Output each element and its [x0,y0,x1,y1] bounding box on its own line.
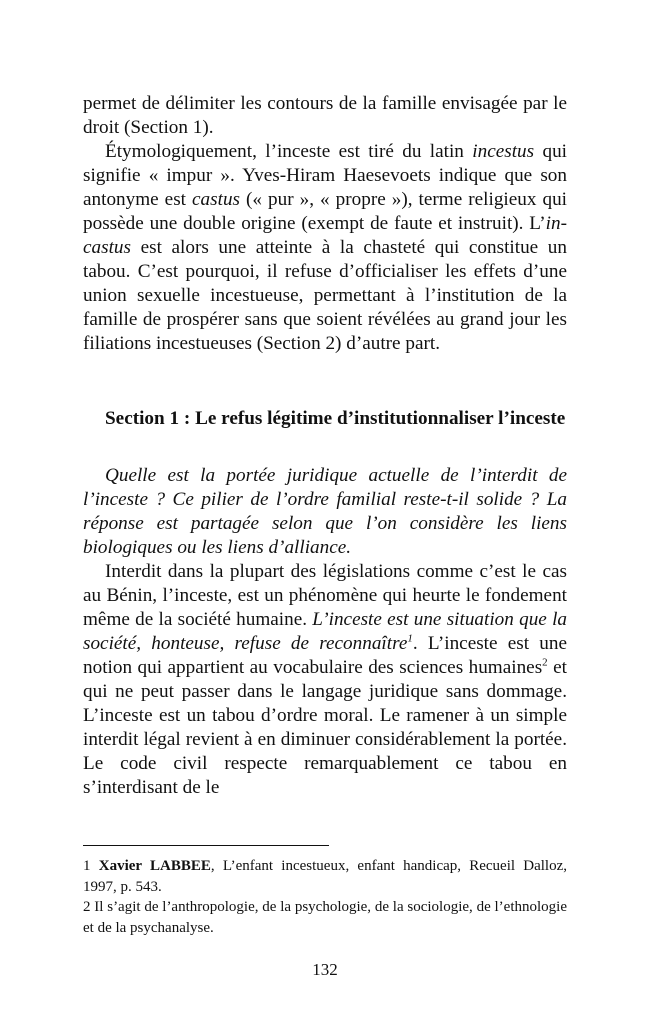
footnote-text: , L’enfant incestueux, enfant handicap, Recueil Dalloz, 1997, p. 543. [83,858,568,895]
page-body [83,92,567,800]
paragraph-2-text: (« pur », « propre »), terme religieux qui possède une double origine (exempt de faute et instruit). L’ [83,189,567,234]
footnote-author: Xavier LABBEE [98,858,211,874]
paragraph-3-text: Interdit dans la plupart des législations comme c’est le cas au Bénin, l’inceste, est un phénomène qui heurte le fondement même de la société humaine. [83,561,567,630]
latin-term-castus: castus [192,189,240,210]
section-intro [83,464,567,560]
section-intro-text: Quelle est la portée juridique actuelle de l’interdit de l’inceste ? Ce pilier de l’ordre familial reste-t-il solide ? La réponse est partagée selon que l’on considère les liens biologiques ou les liens d’alliance. [83,465,567,558]
paragraph-2 [83,140,567,356]
quote-text: L’inceste est une situation que la société, honteuse, refuse de reconnaître [83,609,568,654]
footnote-text: Il s’agit de l’anthropologie, de la psychologie, de la sociologie, de l’ethnologie et de la psychanalyse. [83,899,567,936]
footnote-separator [83,845,329,846]
footnote-ref-2[interactable]: 2 [542,656,548,669]
footnote-2 [83,897,567,938]
footnote-1 [83,856,567,897]
paragraph-2-text: est alors une atteinte à la chasteté qui constitue un tabou. C’est pourquoi, il refuse d’officialiser les effets d’une union sexuelle incestueuse, permettant à l’institution de la famille de prospérer sans que soient révélées au grand jour les filiations incestueuses (Section 2) d’autre part. [83,237,567,354]
paragraph-3-text: et qui ne peut passer dans le langage juridique sans dommage. L’inceste est un tabou d’ordre moral. Le ramener à un simple interdit légal revient à en diminuer considérablement la portée. Le code civil respecte remarquablement ce tabou en s’interdisant de le [83,657,567,798]
paragraph-2-text: qui signifie « impur ». Yves-Hiram Haesevoets indique que son antonyme est [83,141,567,210]
footnote-number: 1 [83,858,91,874]
paragraph-2-text: Étymologiquement, l’inceste est tiré du latin [105,141,473,162]
footnote-ref-1[interactable]: 1 [407,632,413,645]
latin-term-incestus: incestus [472,141,535,162]
paragraph-3-text: . L’inceste est une notion qui appartient au vocabulaire des sciences humaines [83,633,567,678]
latin-term-in-castus: in-castus [83,213,567,258]
section-heading: Section 1 : Le refus légitime d’institutionnaliser l’inceste [105,408,566,429]
footnotes [83,856,567,938]
page-number: 132 [312,960,338,979]
paragraph-1: permet de délimiter les contours de la famille envisagée par le droit (Section 1). [83,93,567,138]
footnote-number: 2 [83,899,91,915]
paragraph-3 [83,560,567,800]
